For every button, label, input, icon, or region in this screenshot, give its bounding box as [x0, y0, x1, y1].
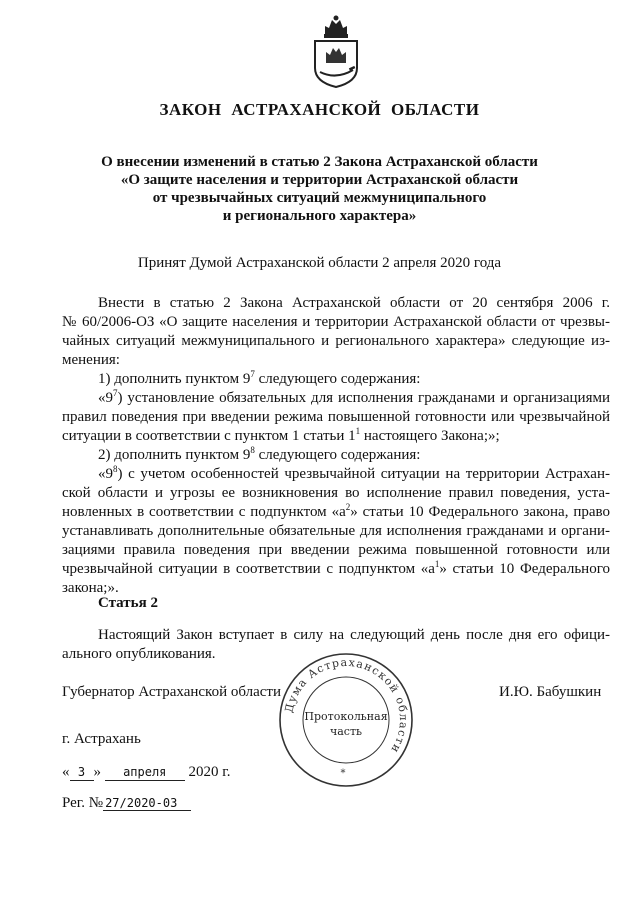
- governor-title: Губернатор Астраханской области: [62, 684, 282, 700]
- text-fragment: чрезвычайной ситуации в соответствии с подпунктом «а: [62, 561, 435, 577]
- body-line: ального опубликования.: [62, 646, 216, 662]
- text-fragment: настоящего Закона;»;: [360, 428, 500, 444]
- reg-number: 27/2020-03: [103, 796, 191, 811]
- text-fragment: » статьи 10 Федерального закона, право: [350, 504, 610, 520]
- article-1-body: [62, 294, 610, 598]
- superscript: 1: [355, 426, 361, 436]
- body-line: ской области и угрозы ее возникновения во исполнение правил поведения, уста-: [62, 485, 610, 501]
- stamp-center-line-2: часть: [329, 725, 363, 738]
- text-fragment: 1) дополнить пунктом 9: [98, 371, 251, 387]
- body-line: менения:: [62, 352, 120, 368]
- stamp-ring-text-path: Дума Астраханской области: [282, 655, 411, 756]
- date-quote-open: «: [62, 764, 70, 780]
- superscript: 2: [345, 502, 351, 512]
- body-line: [62, 389, 610, 408]
- text-fragment: 2) дополнить пунктом 9: [98, 447, 251, 463]
- stamp-center-line-1: Протокольная: [304, 710, 388, 723]
- date-day: 3: [70, 765, 94, 781]
- body-line: правил поведения при введении режима повышенной готовности или чрезвычайной: [62, 409, 610, 425]
- body-line: [62, 427, 610, 446]
- governor-name: И.Ю. Бабушкин: [499, 684, 602, 700]
- signing-date: [62, 764, 230, 781]
- subtitle-line: от чрезвычайных ситуаций межмуниципального: [152, 190, 487, 206]
- adoption-statement: Принят Думой Астраханской области 2 апреля 2020 года: [137, 255, 502, 271]
- law-subtitle: [0, 153, 639, 225]
- article-2-heading: Статья 2: [98, 595, 158, 611]
- text-fragment: » статьи 10 Федерального: [439, 561, 610, 577]
- body-line: Настоящий Закон вступает в силу на следующий день после дня его офици-: [98, 627, 610, 643]
- body-line: № 60/2006-ОЗ «О защите населения и территории Астраханской области от чрезвы-: [62, 314, 610, 330]
- date-year: 2020 г.: [188, 764, 231, 780]
- body-line: [62, 465, 610, 484]
- body-line: устанавливать дополнительные обязательные для исполнения гражданами и органи-: [62, 523, 610, 539]
- body-line: [62, 503, 610, 522]
- body-line: чайных ситуаций межмуниципального и регионального характера» следующие из-: [62, 333, 610, 349]
- subtitle-line: О внесении изменений в статью 2 Закона Астраханской области: [101, 154, 538, 170]
- body-line: зациями правила поведения при введении режима повышенной готовности или: [62, 542, 610, 558]
- stamp-star: *: [340, 768, 346, 779]
- subtitle-line: и регионального характера»: [222, 208, 417, 224]
- coat-of-arms-icon: [311, 14, 361, 88]
- superscript: 1: [434, 559, 440, 569]
- superscript: 8: [113, 464, 118, 474]
- superscript: 7: [113, 388, 118, 398]
- text-fragment: «9: [98, 466, 113, 482]
- text-fragment: новленных в соответствии с подпунктом «а: [62, 504, 346, 520]
- law-title: ЗАКОН АСТРАХАНСКОЙ ОБЛАСТИ: [159, 100, 480, 119]
- body-line: закона;».: [62, 580, 119, 596]
- item-2-intro: [62, 446, 610, 465]
- text-fragment: ситуации в соответствии с пунктом 1 статьи 1: [62, 428, 356, 444]
- reg-label: Рег. №: [62, 795, 104, 811]
- date-month: апреля: [105, 765, 185, 781]
- text-fragment: ) с учетом особенностей чрезвычайной ситуации на территории Астрахан-: [117, 466, 610, 482]
- registration-number-row: [62, 795, 191, 812]
- official-stamp: [276, 650, 416, 790]
- body-line: [62, 560, 610, 579]
- item-1-intro: [62, 370, 610, 389]
- body-line: Внести в статью 2 Закона Астраханской области от 20 сентября 2006 г.: [98, 295, 610, 311]
- superscript: 8: [250, 445, 255, 455]
- subtitle-line: «О защите населения и территории Астраханской области: [120, 172, 519, 188]
- date-quote-close: »: [93, 764, 101, 780]
- text-fragment: следующего содержания:: [254, 371, 421, 387]
- superscript: 7: [250, 369, 255, 379]
- text-fragment: «9: [98, 390, 113, 406]
- text-fragment: ) установление обязательных для исполнения гражданами и организациями: [117, 390, 610, 406]
- text-fragment: следующего содержания:: [254, 447, 421, 463]
- signing-city: г. Астрахань: [62, 731, 141, 747]
